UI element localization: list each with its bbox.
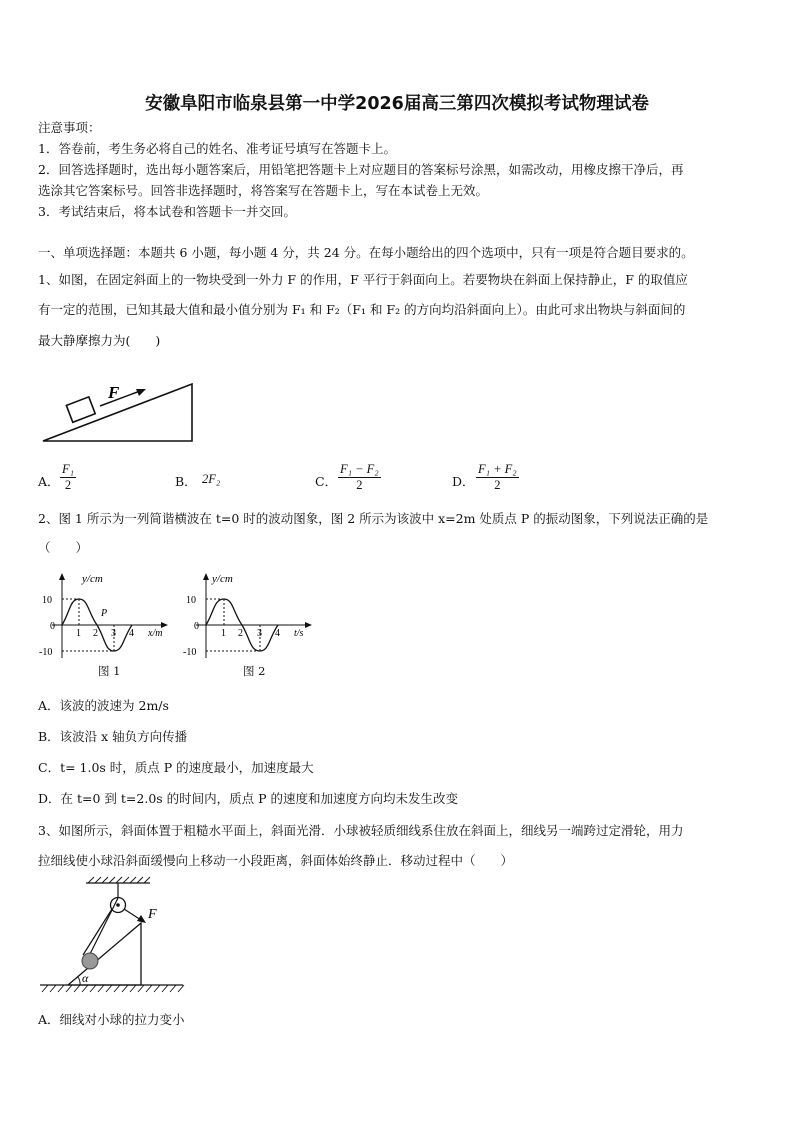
angle-label: α (82, 971, 89, 985)
notice-item-2: 2．回答选择题时，选出每小题答案后，用铅笔把答题卡上对应题目的答案标号涂黑，如需改动，用橡皮擦干净后，再 (38, 162, 684, 177)
q1-option-b-label[interactable]: B． (175, 474, 197, 489)
tick-y-top: 10 (42, 595, 52, 606)
notice-item-3: 3．考试结束后，将本试卷和答题卡一并交回。 (38, 204, 296, 219)
q2-option-a[interactable]: A．该波的波速为 2m/s (38, 698, 169, 713)
q2-option-b[interactable]: B．该波沿 x 轴负方向传播 (38, 729, 188, 744)
block (66, 397, 95, 422)
y-axis-arrow (203, 573, 209, 580)
force-label: F (108, 383, 120, 402)
ceiling-hatching (88, 877, 150, 883)
tick-y-bottom: -10 (183, 647, 197, 658)
tick-x-2: 2 (93, 628, 98, 639)
x-axis-label: t/s (294, 628, 304, 639)
q1-option-d-fraction[interactable]: $\frac{\text{F₁ + F₂}}{2}$ (478, 462, 517, 492)
q2-line-1: 2、图 1 所示为一列简谐横波在 t=0 时的波动图象，图 2 所示为该波中 x=2m 处质点 P 的振动图象，下列说法正确的是 (38, 511, 709, 526)
angle-arc (78, 977, 80, 985)
q2-fig1-caption: 图 1 (98, 664, 121, 678)
notice-item-1: 1．答卷前，考生务必将自己的姓名、准考证号填写在答题卡上。 (38, 141, 396, 156)
x-axis-label: x/m (148, 628, 163, 639)
q1-line-3: 最大静摩擦力为( ) (38, 333, 161, 348)
q1-option-b-value[interactable]: 2F₂ (202, 472, 221, 486)
q1-incline-figure (40, 376, 200, 446)
q1-option-c-label[interactable]: C． (315, 474, 338, 489)
q1-line-2: 有一定的范围，已知其最大值和最小值分别为 F₁ 和 F₂（F₁ 和 F₂ 的方向均沿斜面向上）。由此可求出物块与斜面间的 (38, 302, 686, 317)
string-left-a (83, 909, 112, 955)
q1-option-c-fraction[interactable]: $\frac{\text{F₁ − F₂}}{2}$ (340, 462, 379, 492)
tick-y-bottom: -10 (39, 647, 53, 658)
q1-option-a-fraction[interactable]: $\frac{\text{F₁}}{2}$ (62, 462, 74, 492)
string-left-b (88, 898, 118, 958)
pulley-axle (116, 903, 120, 907)
y-axis-arrow (59, 573, 65, 580)
q3-line-2: 拉细线使小球沿斜面缓慢向上移动一小段距离，斜面体始终静止．移动过程中（ ） (38, 853, 514, 868)
x-axis-arrow (305, 622, 312, 628)
tick-y-zero: 0 (194, 621, 199, 632)
q2-wave-graph-fig1 (36, 570, 176, 665)
q1-line-1: 1、如图，在固定斜面上的一物块受到一外力 F 的作用，F 平行于斜面向上。若要物块在斜面上保持静止，F 的取值应 (38, 272, 688, 287)
tick-y-top: 10 (186, 595, 196, 606)
string-right (124, 909, 141, 920)
incline-body (68, 923, 141, 985)
force-arrow-line (100, 391, 140, 406)
page-title: 安徽阜阳市临泉县第一中学2026届高三第四次模拟考试物理试卷 (145, 94, 649, 114)
q3-line-1: 3、如图所示，斜面体置于粗糙水平面上，斜面光滑．小球被轻质细线系住放在斜面上，细线另一端跨过定滑轮，用力 (38, 823, 684, 838)
ball (82, 953, 98, 969)
notice-item-2-cont: 选涂其它答案标号。回答非选择题时，将答案写在答题卡上，写在本试卷上无效。 (38, 183, 489, 198)
notice-heading: 注意事项： (38, 120, 101, 135)
q3-option-a[interactable]: A．细线对小球的拉力变小 (38, 1012, 185, 1027)
q1-option-d-label[interactable]: D． (452, 474, 475, 489)
tick-x-3: 3 (257, 628, 262, 639)
ground-hatching (42, 985, 184, 992)
q2-option-c[interactable]: C．t= 1.0s 时，质点 P 的速度最小，加速度最大 (38, 760, 314, 775)
tick-x-4: 4 (129, 628, 134, 639)
y-axis-label: y/cm (212, 573, 233, 585)
point-p-label: P (101, 608, 108, 619)
pull-force-label: F (148, 907, 157, 922)
tick-y-zero: 0 (50, 621, 55, 632)
tick-x-2: 2 (238, 628, 243, 639)
tick-x-1: 1 (221, 628, 226, 639)
tick-x-3: 3 (111, 628, 116, 639)
q3-pulley-incline-figure (38, 875, 188, 1000)
tick-x-4: 4 (275, 628, 280, 639)
q2-line-2: （ ） (38, 540, 89, 555)
q1-option-a-label[interactable]: A． (38, 474, 60, 489)
force-arrow-head (136, 389, 146, 396)
y-axis-label: y/cm (82, 573, 103, 585)
q2-fig2-caption: 图 2 (243, 664, 266, 678)
q2-vibration-graph-fig2 (182, 570, 322, 665)
tick-x-1: 1 (76, 628, 81, 639)
section-heading: 一、单项选择题：本题共 6 小题，每小题 4 分，共 24 分。在每小题给出的四个选项中，只有一项是符合题目要求的。 (38, 245, 694, 260)
q2-option-d[interactable]: D．在 t=0 到 t=2.0s 的时间内，质点 P 的速度和加速度方向均未发生改变 (38, 791, 459, 806)
